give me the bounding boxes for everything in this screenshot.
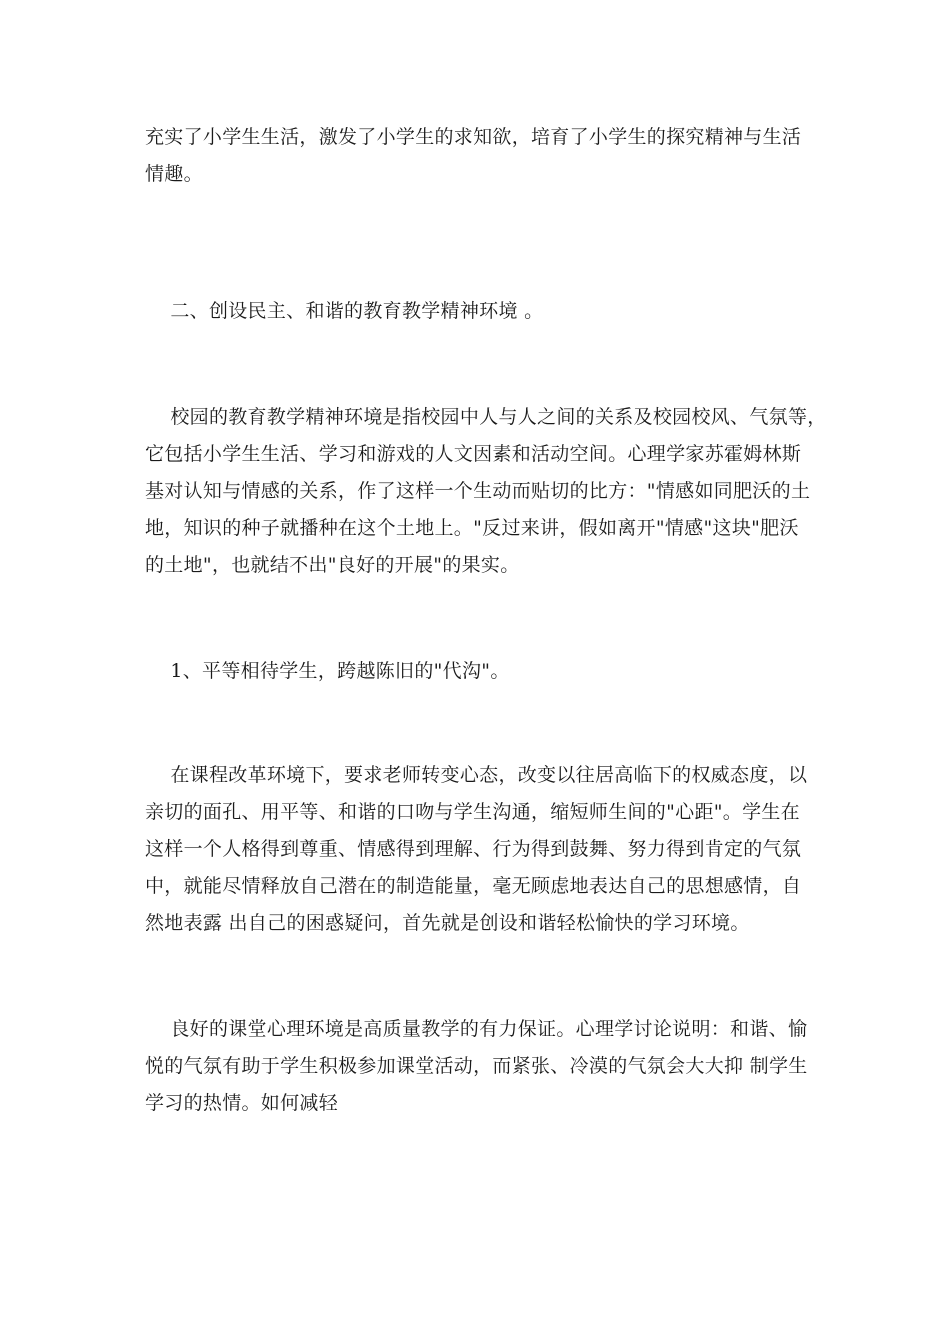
text-line: 基对认知与情感的关系，作了这样一个生动而贴切的比方："情感如同肥沃的土 <box>145 480 811 502</box>
text-line: 地，知识的种子就播种在这个土地上。"反过来讲，假如离开"情感"这块"肥沃 <box>145 517 799 539</box>
text-line: 二、创设民主、和谐的教育教学精神环境 。 <box>145 300 544 322</box>
text-line: 悦的气氛有助于学生积极参加课堂活动，而紧张、冷漠的气氛会大大抑 制学生 <box>145 1055 808 1077</box>
text-line: 1、平等相待学生，跨越陈旧的"代沟"。 <box>145 660 510 682</box>
text-line: 这样一个人格得到尊重、情感得到理解、行为得到鼓舞、努力得到肯定的气氛 <box>145 838 802 860</box>
text-line: 中，就能尽情释放自己潜在的制造能量，毫无顾虑地表达自己的思想感情，自 <box>145 875 802 897</box>
text-line: 亲切的面孔、用平等、和谐的口吻与学生沟通，缩短师生间的"心距"。学生在 <box>145 801 800 823</box>
text-line: 然地表露 出自己的困惑疑问，首先就是创设和谐轻松愉快的学习环境。 <box>145 912 750 934</box>
text-line: 学习的热情。如何减轻 <box>145 1092 339 1114</box>
text-line: 情趣。 <box>145 163 203 185</box>
text-line: 充实了小学生生活，激发了小学生的求知欲，培育了小学生的探究精神与生活 <box>145 126 802 148</box>
text-line: 它包括小学生生活、学习和游戏的人文因素和活动空间。心理学家苏霍姆林斯 <box>145 443 802 465</box>
text-line: 良好的课堂心理环境是高质量教学的有力保证。心理学讨论说明：和谐、愉 <box>145 1018 808 1040</box>
text-line: 的土地"，也就结不出"良好的开展"的果实。 <box>145 554 520 576</box>
text-line: 校园的教育教学精神环境是指校园中人与人之间的关系及校园校风、气氛等， <box>145 406 827 428</box>
text-line: 在课程改革环境下，要求老师转变心态，改变以往居高临下的权威态度，以 <box>145 764 808 786</box>
